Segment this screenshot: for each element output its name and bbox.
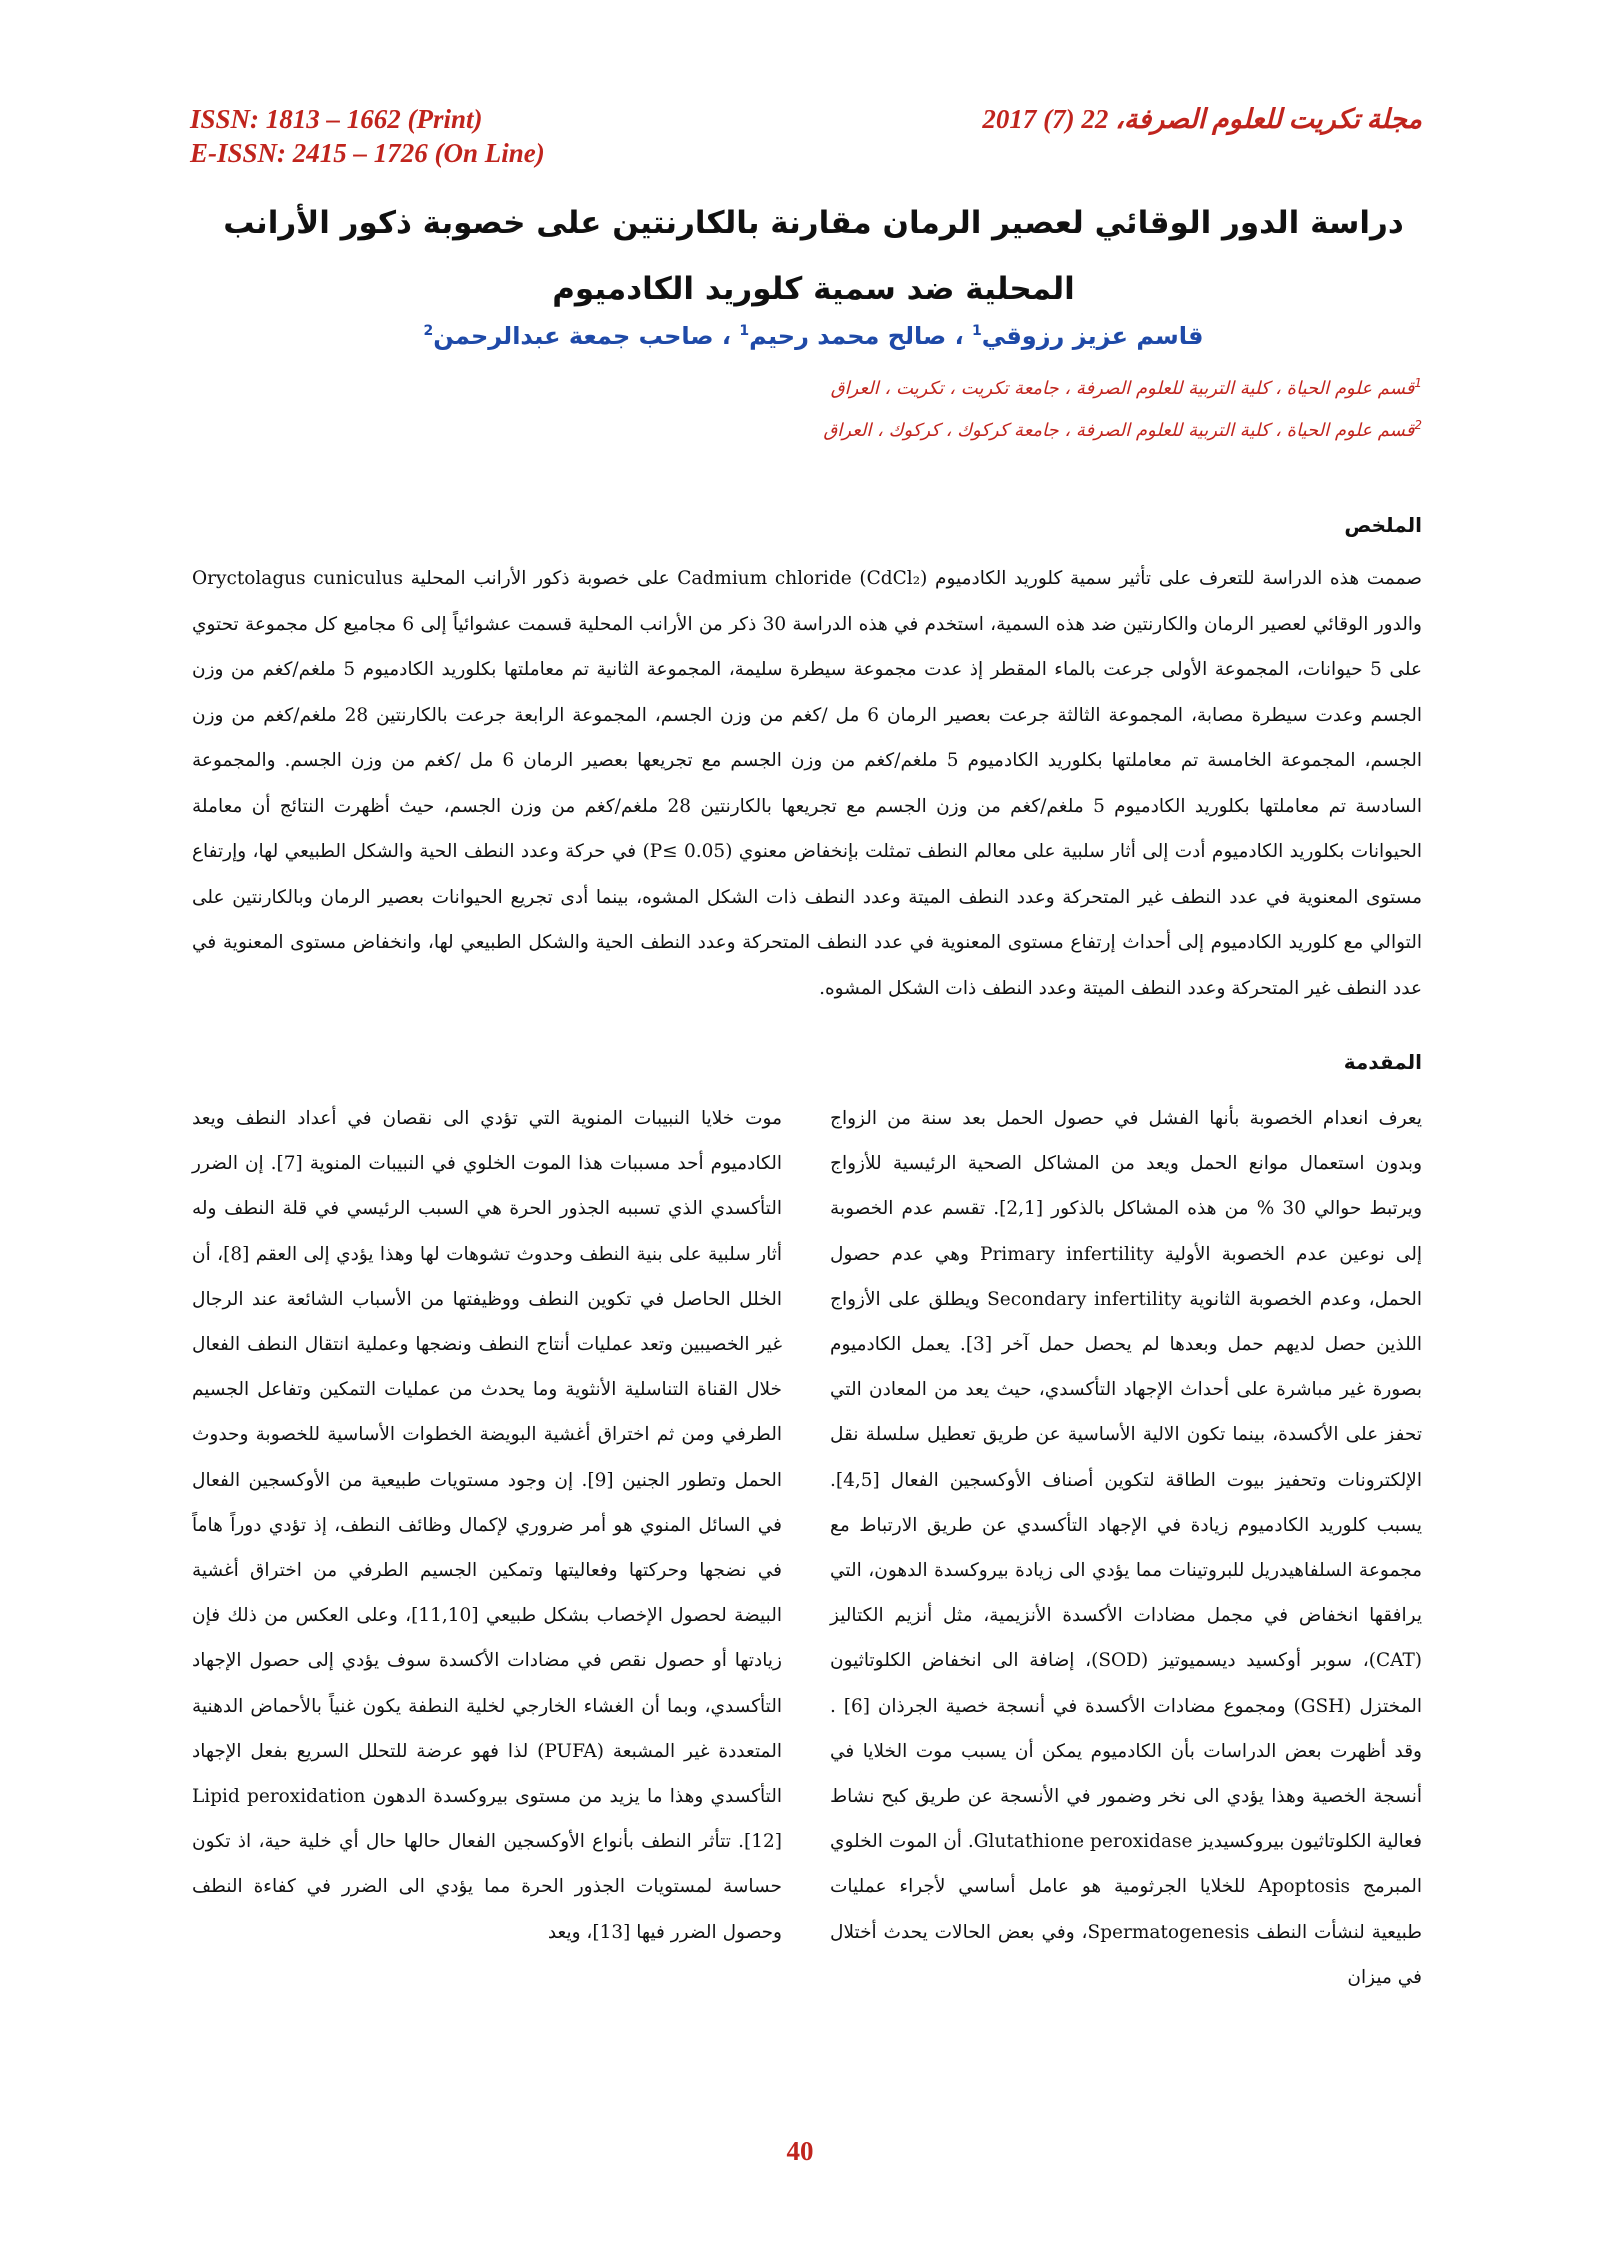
journal-citation: مجلة تكريت للعلوم الصرفة، 22 (7) 2017 xyxy=(982,104,1422,134)
issn-block xyxy=(190,102,545,170)
author-affil-mark: 1 xyxy=(739,323,750,339)
author-name: صالح محمد رحيم xyxy=(749,322,947,350)
author-affil-mark: 1 xyxy=(972,323,982,339)
page-number: 40 xyxy=(786,2136,814,2166)
affiliation-mark: 1 xyxy=(1414,376,1422,390)
affiliation xyxy=(831,376,1422,399)
author-name: صاحب جمعة عبدالرحمن xyxy=(433,322,714,350)
affiliation-mark: 2 xyxy=(1414,418,1422,432)
abstract-heading: الملخص xyxy=(1344,513,1422,537)
introduction-column-right: يعرف انعدام الخصوبة بأنها الفشل في حصول الحمل بعد سنة من الزواج وبدون استعمال موانع الحمل ويعد من المشاكل الصحية الرئيسية للأزواج ويرتبط حوالي 30 % من هذه المشاكل بالذكور [2,1]. تقسم عدم الخصوبة إلى نوعين عدم الخصوبة الأولية Primary infertility وهي عدم حصول الحمل، وعدم الخصوبة الثانوية Secondary infertility ويطلق على الأزواج اللذين حصل لديهم حمل وبعدها لم يحصل حمل آخر [3]. يعمل الكادميوم بصورة غير مباشرة على أحداث الإجهاد التأكسدي، حيث يعد من المعادن التي تحفز على الأكسدة، بينما تكون الالية الأساسية عن طريق تعطيل سلسلة نقل الإلكترونات وتحفيز بيوت الطاقة لتكوين أصناف الأوكسجين الفعال [4,5]. يسبب كلوريد الكادميوم زيادة في الإجهاد التأكسدي عن طريق الارتباط مع مجموعة السلفاهيدريل للبروتينات مما يؤدي الى زيادة بيروكسدة الدهون، التي يرافقها انخفاض في مجمل مضادات الأكسدة الأنزيمية، مثل أنزيم الكتاليز (CAT)، سوبر أوكسيد ديسميوتيز (SOD)، إضافة الى انخفاض الكلوتاثيون المختزل (GSH) ومجموع مضادات الأكسدة في أنسجة خصية الجرذان [6] . وقد أظهرت بعض الدراسات بأن الكادميوم يمكن أن يسبب موت الخلايا في أنسجة الخصية وهذا يؤدي الى نخر وضمور في الأنسجة عن طريق كبح نشاط فعالية الكلوتاثيون بيروكسيديز Glutathione peroxidase. أن الموت الخلوي المبرمج Apoptosis للخلايا الجرثومية هو عامل أساسي لأجراء عمليات طبيعية لنشأت النطف Spermatogenesis، وفي بعض الحالات يحدث أختلال في ميزان xyxy=(830,1108,1422,1988)
article-title: دراسة الدور الوقائي لعصير الرمان مقارنة بالكارنتين على خصوبة ذكور الأرانب المحلية ضد سمية كلوريد الكادميوم xyxy=(223,205,1404,307)
affiliation xyxy=(823,418,1422,441)
author-separator: ، xyxy=(713,322,740,350)
affiliation-text: قسم علوم الحياة ، كلية التربية للعلوم الصرفة ، جامعة تكريت ، تكريت ، العراق xyxy=(830,378,1415,399)
introduction-heading: المقدمة xyxy=(1343,1050,1422,1074)
introduction-column-left: موت خلايا النبيبات المنوية التي تؤدي الى نقصان في أعداد النطف ويعد الكادميوم أحد مسببات هذا الموت الخلوي في النبيبات المنوية [7]. إن الضرر التأكسدي الذي تسببه الجذور الحرة هي السبب الرئيسي في قلة النطف وله أثار سلبية على بنية النطف وحدوث تشوهات لها وهذا يؤدي إلى العقم [8]، أن الخلل الحاصل في تكوين النطف ووظيفتها من الأسباب الشائعة عند الرجال غير الخصيبين وتعد عمليات أنتاج النطف ونضجها وعملية انتقال النطف الفعال خلال القناة التناسلية الأنثوية وما يحدث من عمليات التمكين وتفاعل الجسيم الطرفي ومن ثم اختراق أغشية البويضة الخطوات الأساسية للخصوبة وحدوث الحمل وتطور الجنين [9]. إن وجود مستويات طبيعية من الأوكسجين الفعال في السائل المنوي هو أمر ضروري لإكمال وظائف النطف، إذ تؤدي دوراً هاماً في نضجها وحركتها وفعاليتها وتمكين الجسيم الطرفي من اختراق أغشية البيضة لحصول الإخصاب بشكل طبيعي [11,10]، وعلى العكس من ذلك فإن زيادتها أو حصول نقص في مضادات الأكسدة سوف يؤدي إلى حصول الإجهاد التأكسدي، وبما أن الغشاء الخارجي لخلية النطفة يكون غنياً بالأحماض الدهنية المتعددة غير المشبعة (PUFA) لذا فهو عرضة للتحلل السريع بفعل الإجهاد التأكسدي وهذا ما يزيد من مستوى بيروكسدة الدهون Lipid peroxidation [12]. تتأثر النطف بأنواع الأوكسجين الفعال حالها حال أي خلية حية، اذ تكون حساسة لمستويات الجذور الحرة مما يؤدي الى الضرر في كفاءة النطف وحصول الضرر فيها [13]، ويعد xyxy=(192,1108,783,1943)
author-list xyxy=(205,322,1422,350)
issn-online: E-ISSN: 2415 – 1726 (On Line) xyxy=(190,138,545,168)
affiliation-text: قسم علوم الحياة ، كلية التربية للعلوم الصرفة ، جامعة كركوك ، كركوك ، العراق xyxy=(823,420,1415,441)
abstract-text: صممت هذه الدراسة للتعرف على تأثير سمية كلوريد الكادميوم Cadmium chloride (CdCl₂) على خصوبة ذكور الأرانب المحلية Oryctolagus cuniculus والدور الوقائي لعصير الرمان والكارنتين ضد هذه السمية، استخدم في هذه الدراسة 30 ذكر من الأرانب المحلية قسمت عشوائياً إلى 6 مجاميع كل مجموعة تحتوي على 5 حيوانات، المجموعة الأولى جرعت بالماء المقطر إذ عدت مجموعة سيطرة سليمة، المجموعة الثانية تم معاملتها بكلوريد الكادميوم 5 ملغم/كغم من وزن الجسم وعدت سيطرة مصابة، المجموعة الثالثة جرعت بعصير الرمان 6 مل /كغم من وزن الجسم، المجموعة الرابعة جرعت بالكارنتين 28 ملغم/كغم من وزن الجسم، المجموعة الخامسة تم معاملتها بكلوريد الكادميوم 5 ملغم/كغم من وزن الجسم مع تجريعها بعصير الرمان 6 مل /كغم من وزن الجسم. والمجموعة السادسة تم معاملتها بكلوريد الكادميوم 5 ملغم/كغم من وزن الجسم مع تجريعها بالكارنتين 28 ملغم/كغم من وزن الجسم، حيث أظهرت النتائج أن معاملة الحيوانات بكلوريد الكادميوم أدت إلى أثار سلبية على معالم النطف تمثلت بإنخفاض معنوي (P≤ 0.05) في حركة وعدد النطف الحية والشكل الطبيعي لها، وإرتفاع مستوى المعنوية في عدد النطف غير المتحركة وعدد النطف الميتة وعدد النطف ذات الشكل المشوه، بينما أدى تجريع الحيوانات بعصير الرمان وبالكارنتين على التوالي مع كلوريد الكادميوم إلى أحداث إرتفاع مستوى المعنوية في عدد النطف المتحركة وعدد النطف الحية والشكل الطبيعي لها، وانخفاض مستوى المعنوية في عدد النطف غير المتحركة وعدد النطف الميتة وعدد النطف ذات الشكل المشوه. xyxy=(192,568,1423,999)
issn-print: ISSN: 1813 – 1662 (Print) xyxy=(190,104,483,134)
author-name: قاسم عزيز رزوقي xyxy=(981,322,1204,350)
author-affil-mark: 2 xyxy=(423,323,434,339)
author-separator: ، xyxy=(946,322,973,350)
